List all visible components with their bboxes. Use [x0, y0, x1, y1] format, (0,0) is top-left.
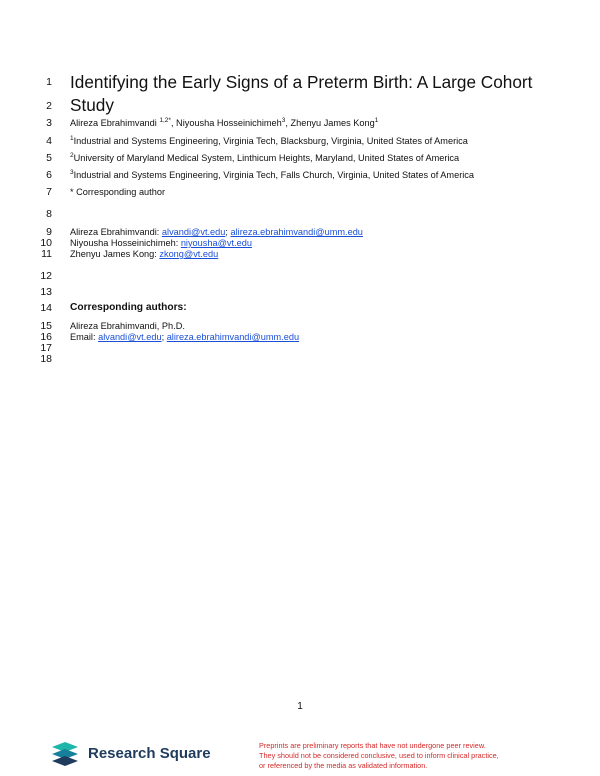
- affiliation: [70, 169, 474, 181]
- email-link[interactable]: niyousha@vt.edu: [180, 238, 252, 248]
- author-superscript: 1: [374, 116, 379, 124]
- page-number: 1: [297, 701, 303, 712]
- line-number: 15: [40, 320, 52, 332]
- line-number: 13: [40, 286, 52, 298]
- line-number: 10: [40, 237, 52, 249]
- affiliation-superscript: 2: [70, 151, 74, 159]
- brand-name: Research Square: [88, 745, 211, 762]
- affiliation-text: Industrial and Systems Engineering, Virginia Tech, Falls Church, Virginia, United States of America: [73, 170, 474, 180]
- research-square-logo-icon: [52, 742, 78, 773]
- line-number: 12: [40, 270, 52, 282]
- email-link[interactable]: alireza.ebrahimvandi@umm.edu: [230, 227, 363, 237]
- line-number: 14: [40, 302, 52, 314]
- line-number: 2: [46, 100, 52, 112]
- email-link[interactable]: alvandi@vt.edu: [98, 332, 162, 342]
- email-link[interactable]: alvandi@vt.edu: [161, 227, 226, 237]
- corresponding-name: Alireza Ebrahimvandi, Ph.D.: [70, 321, 185, 331]
- author-line: [70, 117, 378, 129]
- corresponding-note: * Corresponding author: [70, 187, 165, 197]
- email-owner: Niyousha Hosseinichimeh:: [70, 238, 181, 248]
- affiliation-text: University of Maryland Medical System, Linthicum Heights, Maryland, United States of America: [73, 153, 460, 163]
- email-separator: ;: [161, 332, 167, 342]
- affiliation-superscript: 3: [70, 168, 74, 176]
- email-label: Email:: [70, 332, 99, 342]
- email-line: [70, 248, 218, 260]
- line-number: 4: [46, 135, 52, 147]
- corresponding-heading: Corresponding authors:: [70, 302, 187, 313]
- affiliation-text: Industrial and Systems Engineering, Virginia Tech, Blacksburg, Virginia, United States of America: [73, 136, 468, 146]
- email-owner: Zhenyu James Kong:: [70, 249, 160, 259]
- affiliation: [70, 152, 459, 164]
- line-number: 1: [46, 76, 52, 88]
- line-number: 17: [40, 342, 52, 354]
- line-number: 16: [40, 331, 52, 343]
- corresponding-email-line: [70, 331, 299, 343]
- line-number: 6: [46, 169, 52, 181]
- notice-line: Preprints are preliminary reports that have not undergone peer review.: [259, 741, 486, 750]
- line-number: 11: [41, 248, 52, 260]
- line-number: 18: [40, 353, 52, 365]
- affiliation-superscript: 1: [70, 134, 74, 142]
- author-name: Alireza Ebrahimvandi: [70, 118, 157, 128]
- notice-line: or referenced by the media as validated information.: [259, 761, 428, 770]
- email-owner: Alireza Ebrahimvandi:: [70, 227, 162, 237]
- preprint-notice: [259, 741, 499, 771]
- notice-line: They should not be considered conclusive, used to inform clinical practice,: [259, 751, 499, 760]
- email-link[interactable]: zkong@vt.edu: [159, 249, 219, 259]
- paper-title-line-1: Identifying the Early Signs of a Preterm Birth: A Large Cohort: [70, 72, 533, 92]
- line-number: 3: [46, 117, 52, 129]
- line-number: 7: [46, 186, 52, 198]
- email-link[interactable]: alireza.ebrahimvandi@umm.edu: [166, 332, 300, 342]
- line-number: 9: [46, 226, 52, 238]
- author-superscript: 1,2*: [159, 116, 171, 124]
- author-superscript: 3: [281, 116, 286, 124]
- affiliation: [70, 135, 468, 147]
- line-number: 5: [46, 152, 52, 164]
- author-name: , Zhenyu James Kong: [285, 118, 375, 128]
- author-name: , Niyousha Hosseinichimeh: [170, 118, 282, 128]
- email-separator: ;: [225, 227, 231, 237]
- line-number: 8: [46, 208, 52, 220]
- paper-title-line-2: Study: [70, 95, 114, 115]
